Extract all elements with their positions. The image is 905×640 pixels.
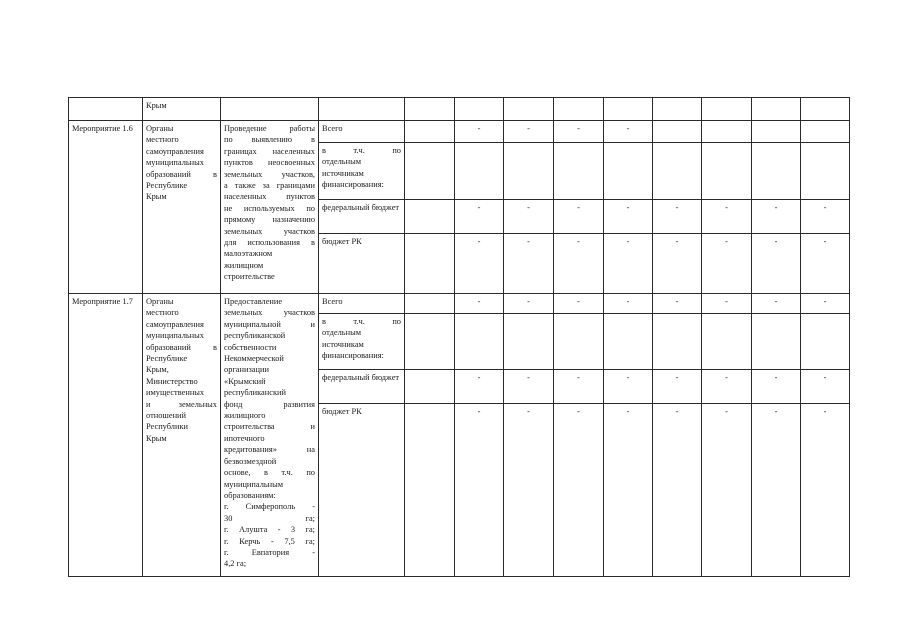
cell-value (752, 314, 801, 370)
cell-value: - (801, 234, 850, 294)
cell-line: 4,2 га; (224, 559, 247, 569)
cell-value: - (653, 200, 702, 234)
cell-line: муниципальных (146, 331, 204, 341)
cell-line: муниципальных (146, 158, 204, 168)
table-row (69, 121, 850, 143)
cell-line: в т.ч. по (322, 317, 401, 326)
cell-value (801, 121, 850, 143)
cell-value: - (801, 404, 850, 577)
cell-value: - (504, 200, 554, 234)
cell-value (604, 98, 653, 121)
cell-value (604, 314, 653, 370)
cell-line: Крым (146, 192, 167, 202)
cell-executor (143, 121, 221, 294)
cell-value: - (604, 234, 653, 294)
cell-value: - (604, 370, 653, 404)
cell-value (405, 98, 455, 121)
cell-value (405, 121, 455, 143)
cell-line: земельных участков, (224, 169, 315, 179)
table-body (69, 98, 850, 577)
cell-value: - (604, 294, 653, 314)
cell-value: - (554, 234, 604, 294)
cell-value (405, 234, 455, 294)
cell-line: муниципальной и (224, 319, 315, 329)
cell-funding-source: федеральный бюджет (319, 370, 405, 404)
cell-line: малоэтажном (224, 249, 273, 259)
cell-event: Мероприятие 1.7 (69, 294, 143, 577)
cell-line: фонд развития (224, 399, 315, 409)
cell-value (752, 143, 801, 200)
cell-line: г. Симферополь - (224, 502, 315, 512)
cell-value (653, 98, 702, 121)
cell-value: - (702, 294, 752, 314)
cell-funding-source: бюджет РК (319, 404, 405, 577)
cell-line: Крым, (146, 365, 169, 375)
cell-value: - (504, 294, 554, 314)
cell-value (504, 314, 554, 370)
cell-line: жилищного (224, 411, 266, 421)
cell-line: в т.ч. по (322, 146, 401, 155)
cell-line: и земельных (146, 399, 217, 409)
cell-line: Республики (146, 422, 189, 432)
cell-value (604, 143, 653, 200)
cell-value: - (554, 404, 604, 577)
cell-value: - (702, 200, 752, 234)
cell-value: - (554, 370, 604, 404)
cell-line: местного (146, 135, 179, 145)
cell-value: - (455, 121, 504, 143)
cell-funding-source (319, 314, 405, 370)
cell-value (702, 121, 752, 143)
program-table (68, 97, 850, 577)
cell-line: отдельным источникам финансирования: (322, 328, 384, 361)
cell-value: - (801, 370, 850, 404)
cell-value: - (554, 121, 604, 143)
cell-line: строительства и (224, 422, 315, 432)
cell-value: - (801, 294, 850, 314)
cell-value: - (455, 370, 504, 404)
cell-value: - (752, 200, 801, 234)
cell-line: для использования в (224, 238, 315, 248)
cell-line: образований в (146, 342, 217, 352)
cell-line: ипотечного (224, 433, 265, 443)
cell-value: - (702, 234, 752, 294)
cell-value: - (653, 404, 702, 577)
cell-value: - (504, 121, 554, 143)
cell-value: - (653, 294, 702, 314)
cell-line: пунктов неосвоенных (224, 158, 315, 168)
cell-value: - (455, 404, 504, 577)
cell-value: - (752, 404, 801, 577)
cell-line: образованиям: (224, 490, 276, 500)
cell-line: Органы (146, 297, 174, 306)
cell-value (405, 370, 455, 404)
cell-description (221, 294, 319, 577)
cell-value: - (455, 234, 504, 294)
cell-value (504, 98, 554, 121)
cell-executor (143, 294, 221, 577)
cell-value: - (752, 370, 801, 404)
cell-line: «Крымский (224, 376, 266, 386)
cell-line: местного (146, 308, 179, 318)
cell-value (801, 143, 850, 200)
cell-line: Некоммерческой (224, 354, 284, 364)
cell-event (69, 98, 143, 121)
cell-line: г. Керчь - 7,5 га; (224, 536, 315, 546)
cell-line: г. Алушта - 3 га; (224, 525, 315, 535)
cell-line: Министерство (146, 376, 198, 386)
cell-line: образований в (146, 169, 217, 179)
table-row (69, 294, 850, 314)
cell-value (752, 121, 801, 143)
cell-funding-source: Всего (319, 121, 405, 143)
cell-line: республиканской (224, 331, 286, 341)
cell-description (221, 98, 319, 121)
cell-value (653, 121, 702, 143)
cell-value (653, 314, 702, 370)
cell-line: безвозмездной (224, 456, 277, 466)
cell-value (554, 314, 604, 370)
cell-value: - (455, 200, 504, 234)
cell-line: строительстве (224, 272, 275, 282)
cell-line: самоуправления (146, 146, 204, 156)
cell-value (405, 143, 455, 200)
cell-line: а также за границами (224, 181, 315, 191)
cell-line: Органы (146, 124, 174, 133)
cell-description (221, 121, 319, 294)
cell-funding-source: бюджет РК (319, 234, 405, 294)
cell-line: границах населенных (224, 146, 315, 156)
cell-value: - (455, 294, 504, 314)
cell-event: Мероприятие 1.6 (69, 121, 143, 294)
cell-value: - (504, 234, 554, 294)
cell-value (702, 143, 752, 200)
cell-funding-source: федеральный бюджет (319, 200, 405, 234)
cell-line: республиканский (224, 388, 286, 398)
cell-line: земельных участков (224, 308, 315, 318)
cell-line: по выявлению в (224, 135, 315, 145)
cell-line: имущественных (146, 388, 205, 398)
cell-line: населенных пунктов (224, 192, 315, 202)
cell-value: - (604, 121, 653, 143)
cell-value (752, 98, 801, 121)
cell-value (455, 143, 504, 200)
cell-value (405, 314, 455, 370)
cell-value: - (653, 370, 702, 404)
cell-line: самоуправления (146, 319, 204, 329)
cell-value (405, 404, 455, 577)
cell-line: Крым (146, 433, 167, 443)
cell-line: прямому назначению (224, 215, 315, 225)
cell-value: - (504, 370, 554, 404)
cell-line: кредитования» на (224, 445, 315, 455)
cell-line: организации (224, 365, 269, 375)
cell-line: отдельным источникам финансирования: (322, 157, 384, 190)
cell-line: собственности (224, 342, 277, 352)
cell-value (455, 98, 504, 121)
cell-line: жилищном (224, 260, 264, 270)
cell-value (554, 98, 604, 121)
cell-value: - (752, 234, 801, 294)
cell-line: Предоставление (224, 297, 283, 306)
cell-value (405, 200, 455, 234)
cell-value (405, 294, 455, 314)
cell-value: - (653, 234, 702, 294)
cell-line: отношений (146, 411, 187, 421)
cell-line: основе, в т.ч. по (224, 468, 315, 478)
cell-value: - (504, 404, 554, 577)
cell-funding-source: Всего (319, 294, 405, 314)
cell-value (801, 98, 850, 121)
cell-funding-source (319, 143, 405, 200)
cell-line: Республике (146, 354, 188, 364)
cell-line: г. Евпатория - (224, 547, 315, 557)
cell-line: 30 га; (224, 513, 315, 523)
cell-value (801, 314, 850, 370)
cell-value (455, 314, 504, 370)
cell-value: - (604, 404, 653, 577)
cell-value (504, 143, 554, 200)
cell-value: - (752, 294, 801, 314)
cell-source (319, 98, 405, 121)
cell-line: Проведение работы (224, 124, 315, 133)
cell-line: земельных участков (224, 226, 315, 236)
cell-value: - (554, 294, 604, 314)
cell-value (653, 143, 702, 200)
cell-value (702, 98, 752, 121)
cell-line: не используемых по (224, 203, 315, 213)
cell-value: - (554, 200, 604, 234)
table-row-continuation (69, 98, 850, 121)
cell-value: - (801, 200, 850, 234)
cell-line: Республике (146, 181, 188, 191)
cell-value: - (702, 404, 752, 577)
cell-value: - (702, 370, 752, 404)
cell-value (554, 143, 604, 200)
cell-executor: Крым (143, 98, 221, 121)
cell-value (702, 314, 752, 370)
cell-value: - (604, 200, 653, 234)
cell-line: муниципальным (224, 479, 284, 489)
